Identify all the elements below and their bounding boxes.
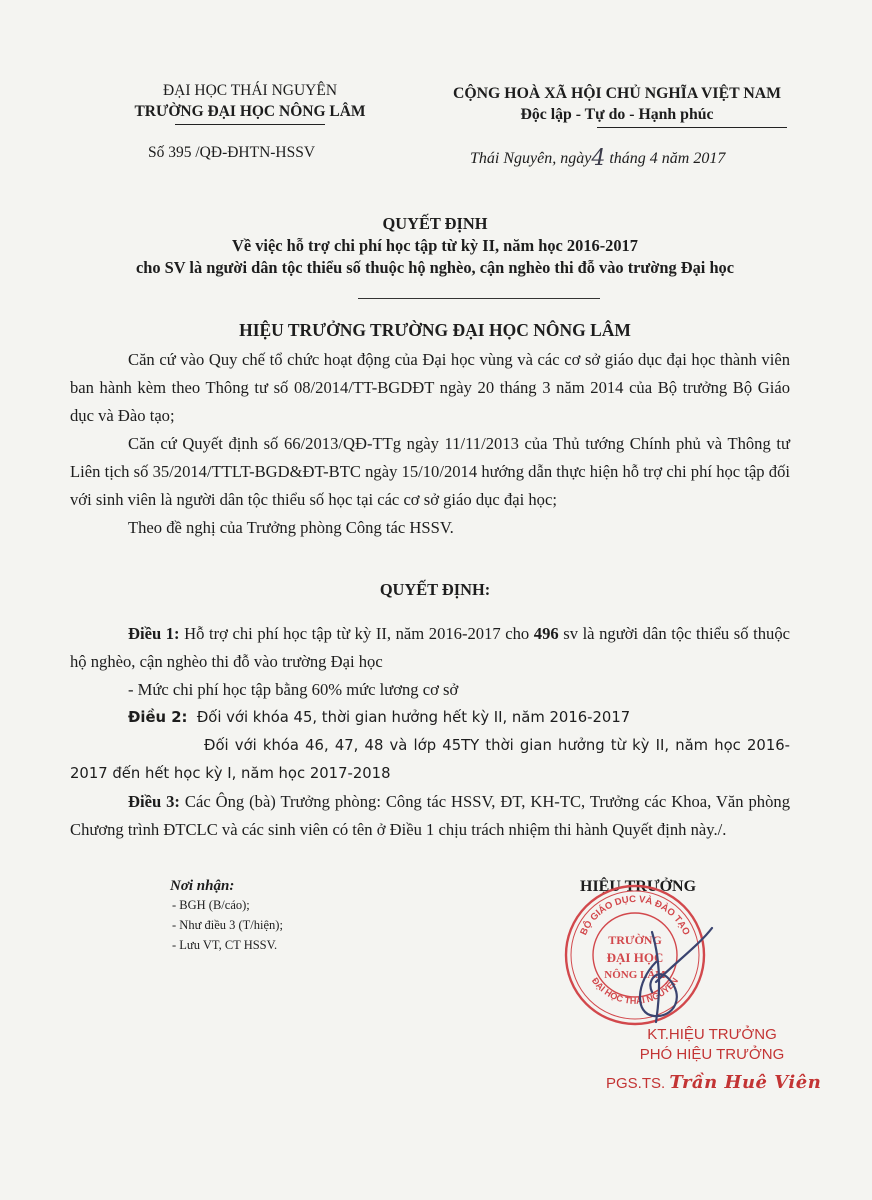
legal-basis: [70, 346, 790, 542]
handwritten-signature: [596, 922, 716, 1032]
authority-heading: HIỆU TRƯỞNG TRƯỜNG ĐẠI HỌC NÔNG LÂM: [239, 320, 631, 340]
country-name: CỘNG HOÀ XÃ HỘI CHỦ NGHĨA VIỆT NAM: [452, 85, 782, 102]
article-1-count: 496: [533, 624, 559, 643]
motto: Độc lập - Tự do - Hạnh phúc: [520, 106, 714, 123]
recipients: [172, 878, 432, 955]
article-3-text: Các Ông (bà) Trưởng phòng: Công tác HSSV, ĐT, KH-TC, Trưởng các Khoa, Văn phòng Chương trình ĐTCLC và các sinh viên có tên ở Điều 1 chịu trách nhiệm thi hành Quyết định này./.: [70, 792, 790, 839]
recipient-item: - Lưu VT, CT HSSV.: [172, 938, 278, 952]
recipient-item: - Như điều 3 (T/hiện);: [172, 918, 283, 932]
deputy-title: PHÓ HIỆU TRƯỞNG: [639, 1046, 785, 1063]
article-2: [128, 704, 790, 732]
document-number: Số 395 /QĐ-ĐHTN-HSSV: [148, 144, 316, 161]
article-1-text-b: sv là người dân tộc thiểu số thuộc hộ nghèo, cận nghèo thi đỗ vào trường Đại học: [70, 624, 790, 671]
deputy-signer-block: [612, 1025, 812, 1065]
signer-name: [606, 1072, 821, 1093]
seal-bottom-text: ĐẠI HỌC THÁI NGUYÊN: [589, 975, 681, 1006]
national-title-block: [432, 83, 802, 128]
article-1: [70, 620, 790, 676]
article-2-text: Đối với khóa 45, thời gian hưởng hết kỳ II, năm 2016-2017: [196, 709, 631, 726]
article-1-text-a: Hỗ trợ chi phí học tập từ kỳ II, năm 2016-2017 cho: [179, 624, 534, 643]
seal-inner-line-2: ĐẠI HỌC: [606, 950, 664, 965]
recipient-item: - BGH (B/cáo);: [172, 898, 250, 912]
place-date: [470, 144, 725, 169]
signer-degree: PGS.TS.: [606, 1075, 666, 1092]
article-1-note: - Mức chi phí học tập bằng 60% mức lương cơ sở: [128, 680, 459, 699]
date-day: 4: [591, 146, 606, 171]
date-prefix: Thái Nguyên, ngày: [470, 150, 592, 167]
article-2-text-b: Đối với khóa 46, 47, 48 và lớp 45TY thời gian hưởng từ kỳ II, năm học 2016-2017 đến hết học kỳ I, năm học 2017-2018: [70, 737, 790, 782]
date-rest: tháng 4 năm 2017: [609, 150, 726, 167]
title-subject-1: Về việc hỗ trợ chi phí học tập từ kỳ II, năm học 2016-2017: [232, 236, 638, 255]
article-3: [70, 788, 790, 844]
articles: [70, 620, 790, 844]
basis-paragraph-2: Căn cứ Quyết định số 66/2013/QĐ-TTg ngày 11/11/2013 của Thủ tướng Chính phủ và Thông tư Liên tịch số 35/2014/TTLT-BGD&ĐT-BTC ngày 15/10/2014 hướng dẫn thực hiện hỗ trợ chi phí học tập đối với sinh viên là người dân tộc thiểu số học tại các cơ sở giáo dục đại học;: [70, 434, 790, 509]
article-1-label: Điều 1:: [128, 624, 180, 643]
seal-outer-text: BỘ GIÁO DỤC VÀ ĐÀO TẠO: [578, 893, 692, 937]
decision-heading: QUYẾT ĐỊNH:: [379, 580, 491, 599]
seal-inner-line-1: TRƯỜNG: [608, 933, 662, 947]
signer-title: HIỆU TRƯỞNG: [580, 878, 697, 895]
seal-inner-line-3: NÔNG LÂM: [604, 969, 666, 981]
issuer-block: [100, 80, 400, 125]
basis-paragraph-1: Căn cứ vào Quy chế tổ chức hoạt động của Đại học vùng và các cơ sở giáo dục đại học thành viên ban hành kèm theo Thông tư số 08/2014/TT-BGDĐT ngày 20 tháng 3 năm 2014 của Bộ trưởng Bộ Giáo dục và Đào tạo;: [70, 350, 790, 425]
signer-full-name: Trần Huê Viên: [669, 1072, 822, 1093]
basis-paragraph-3: Theo đề nghị của Trưởng phòng Công tác HSSV.: [128, 518, 454, 537]
title-main: QUYẾT ĐỊNH: [382, 214, 488, 233]
title-subject-2: cho SV là người dân tộc thiểu số thuộc hộ nghèo, cận nghèo thi đỗ vào trường Đại học: [135, 258, 735, 277]
document-title: [80, 213, 790, 279]
title-divider: [358, 298, 600, 299]
motto-underline: [597, 127, 787, 128]
article-2-label: Điều 2:: [128, 709, 188, 726]
school-underline: [175, 124, 325, 125]
recipients-title: Nơi nhận:: [170, 878, 235, 894]
kt-line: KT.HIỆU TRƯỞNG: [647, 1026, 777, 1043]
article-3-label: Điều 3:: [128, 792, 180, 811]
university-name: ĐẠI HỌC THÁI NGUYÊN: [162, 82, 338, 99]
school-name: TRƯỜNG ĐẠI HỌC NÔNG LÂM: [134, 103, 366, 120]
